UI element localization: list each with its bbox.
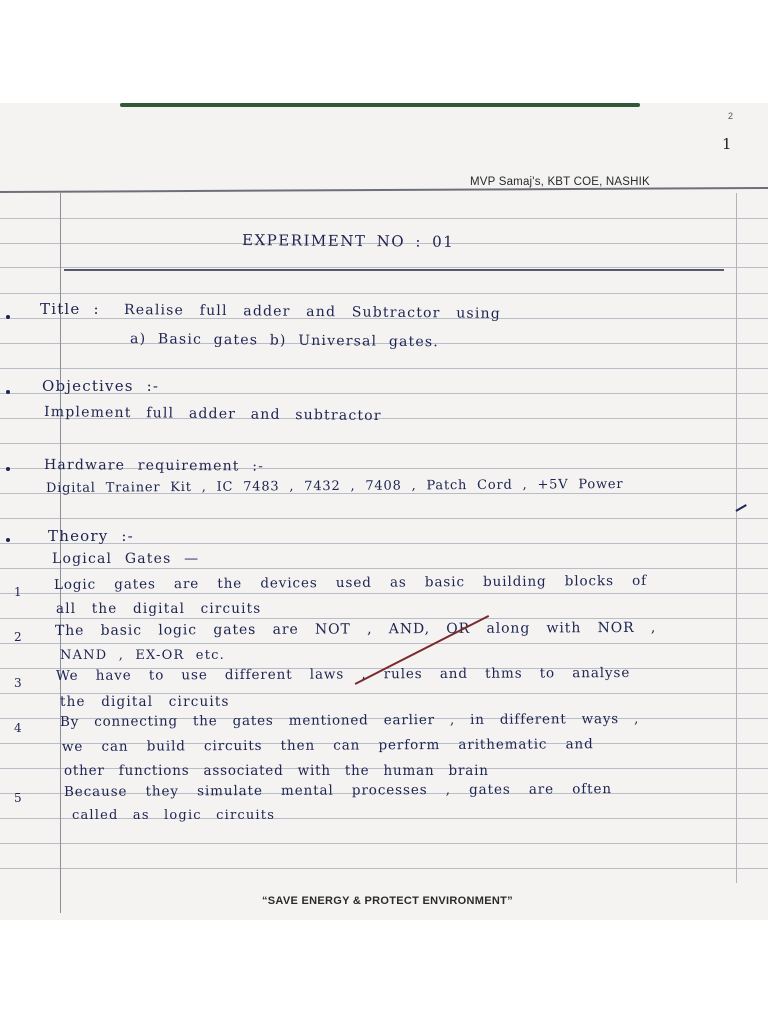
bullet [6,538,10,542]
notebook-page [0,103,768,920]
hardware-text: Digital Trainer Kit , IC 7483 , 7432 , 7408 , Patch Cord , +5V Power [45,476,624,496]
hardware-label: Hardware requirement :- [44,457,265,475]
point-line: Because they simulate mental processes , gates are often [63,781,612,800]
ruled-line [0,643,768,644]
ruled-line [0,293,768,294]
page-top-edge [120,103,640,107]
bullet [6,315,10,319]
ruled-line [0,843,768,844]
ruled-line [0,218,768,219]
point-line: NAND , EX-OR etc. [60,648,225,663]
experiment-heading: EXPERIMENT NO : 01 [242,231,455,251]
bullet [6,390,10,394]
ruled-line [0,368,768,369]
right-margin-line [736,193,737,883]
title-label: Title : [40,300,100,318]
point-line: we can build circuits then can perform arithematic and [61,736,594,755]
point-line: called as logic circuits [72,808,276,823]
ruled-line [0,618,768,619]
title-line-2: a) Basic gates b) Universal gates. [130,331,440,351]
ruled-line [0,267,768,268]
header-rule [0,187,768,193]
pen-mark [735,504,746,511]
point-number: 2 [14,630,22,644]
theory-subheading: Logical Gates — [52,551,200,567]
footer-slogan: “SAVE ENERGY & PROTECT ENVIRONMENT” [262,895,513,907]
point-line: all the digital circuits [56,601,262,617]
point-line: The basic logic gates are NOT , AND, OR along with NOR , [54,619,657,639]
point-number: 4 [14,721,22,735]
heading-underline [64,269,724,271]
bullet [6,467,10,471]
ruled-line [0,593,768,594]
objectives-text: Implement full adder and subtractor [44,404,382,425]
college-name: MVP Samaj's, KBT COE, NASHIK [470,176,650,188]
ruled-line [0,443,768,444]
title-line-1: Realise full adder and Subtractor using [124,302,502,322]
ruled-line [0,518,768,519]
point-line: other functions associated with the human brain [64,763,489,779]
page-mark: 2 [728,111,734,121]
point-line: By connecting the gates mentioned earlier , in different ways , [59,710,640,730]
point-number: 5 [14,791,22,805]
point-line: Logic gates are the devices used as basic building blocks of [53,572,648,593]
theory-label: Theory :- [48,527,134,545]
page-number: 1 [722,135,732,153]
point-line: We have to use different laws , rules and thms to analyse [55,664,631,684]
point-line: the digital circuits [60,694,230,710]
point-number: 3 [14,676,22,690]
ruled-line [0,568,768,569]
ruled-line [0,868,768,869]
point-number: 1 [14,585,22,599]
objectives-label: Objectives :- [42,377,160,395]
